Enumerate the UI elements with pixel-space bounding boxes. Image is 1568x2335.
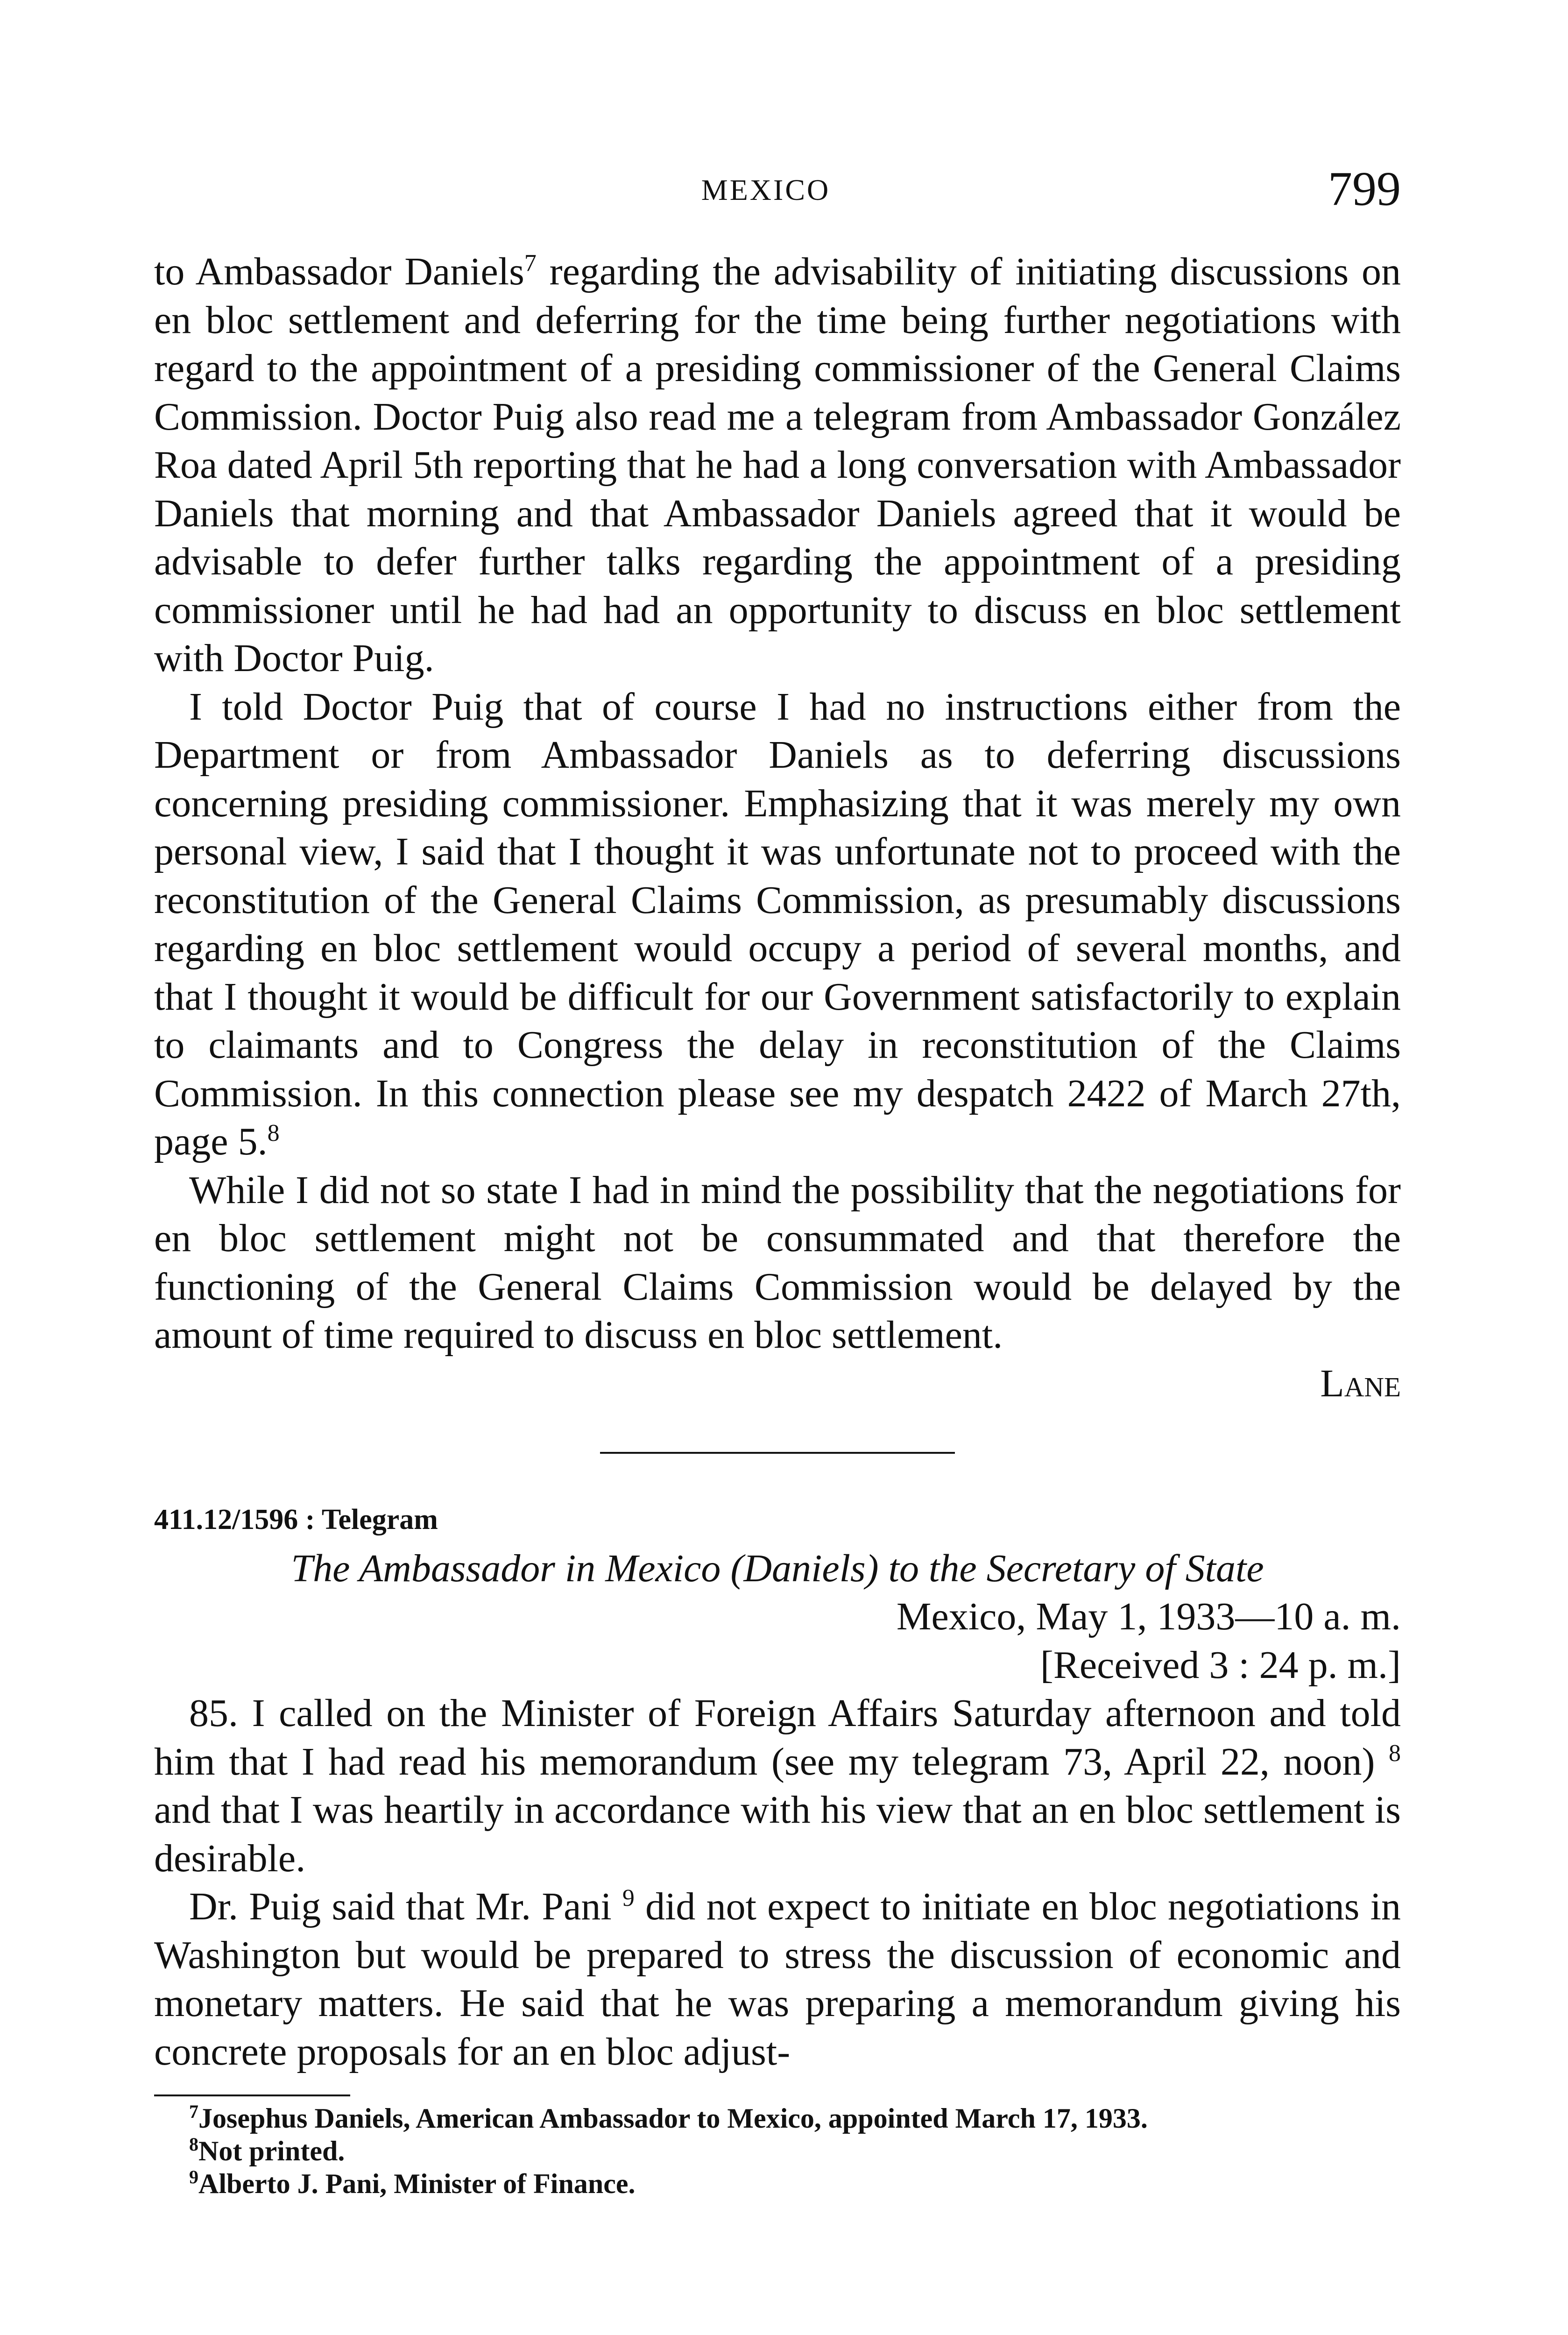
footnote-ref: 9 <box>622 1885 635 1911</box>
paragraph: to Ambassador Daniels$^7$ regarding the advisability of initiating discussions on en bloc settlement and deferring for the time being further negotiations with regard to the appointment of a presiding commissioner of the General Claims Commission. Doctor Puig also read me a telegram from Ambassador González Roa dated April 5th reporting that he had a long conversation with Ambassador Daniels that morning and that Ambassador Daniels agreed that it would be advisable to defer further talks regarding the appointment of a presiding commissioner until he had had an opportunity to discuss en bloc settlement with Doctor Puig. <box>154 250 1401 680</box>
footnote: $^7$Josephus Daniels, American Ambassador to Mexico, appointed March 17, 1933. <box>189 2101 1148 2134</box>
footnote-ref: 8 <box>1389 1740 1401 1767</box>
paragraph: Dr. Puig said that Mr. Pani $^9$ did not expect to initiate en bloc negotiations in Washington but would be prepared to stress the discussion of economic and monetary matters. He said that he was preparing a memorandum giving his concrete proposals for an en bloc adjust- <box>154 1885 1401 2073</box>
footnote: $^8$Not printed. <box>189 2134 345 2166</box>
received-line: [Received 3 : 24 p. m.] <box>1040 1643 1401 1687</box>
section-divider <box>600 1452 955 1454</box>
paragraph: While I did not so state I had in mind the possibility that the negotiations for en bloc settlement might not be consummated and that therefore the functioning of the General Claims Commission would be delayed by the amount of time required to discuss en bloc settlement. <box>154 1168 1401 1357</box>
footnote-ref: 7 <box>524 250 537 276</box>
footnote-ref: 8 <box>267 1120 280 1146</box>
document-heading: The Ambassador in Mexico (Daniels) to the Secretary of State <box>291 1546 1264 1590</box>
paragraph: I told Doctor Puig that of course I had no instructions either from the Department or from Ambassador Daniels as to deferring discussions concerning presiding commissioner. Emphasizing that it was merely my own personal view, I said that I thought it was unfortunate not to proceed with the reconstitution of the General Claims Commission, as presumably discussions regarding en bloc settlement would occupy a period of several months, and that I thought it would be difficult for our Government satisfactorily to explain to claimants and to Congress the delay in reconstitution of the Claims Commission. In this connection please see my despatch 2422 of March 27th, page 5.$^8$ <box>154 685 1401 1163</box>
footnote-divider <box>154 2094 350 2096</box>
body-text <box>154 248 1401 2200</box>
footnotes <box>154 2102 1401 2200</box>
paragraph: 85. I called on the Minister of Foreign Affairs Saturday afternoon and told him that I had read his memorandum (see my telegram 73, April 22, noon) $^8$ and that I was heartily in accordance with his view that an en bloc settlement is desirable. <box>154 1691 1401 1880</box>
page-number: 799 <box>1328 162 1401 216</box>
file-number: 411.12/1596 : Telegram <box>154 1504 438 1535</box>
footnote: $^9$Alberto J. Pani, Minister of Finance. <box>189 2166 636 2199</box>
running-head-title: MEXICO <box>701 173 831 206</box>
signature: Lane <box>1320 1361 1401 1405</box>
dateline: Mexico, May 1, 1933—10 a. m. <box>896 1595 1401 1638</box>
